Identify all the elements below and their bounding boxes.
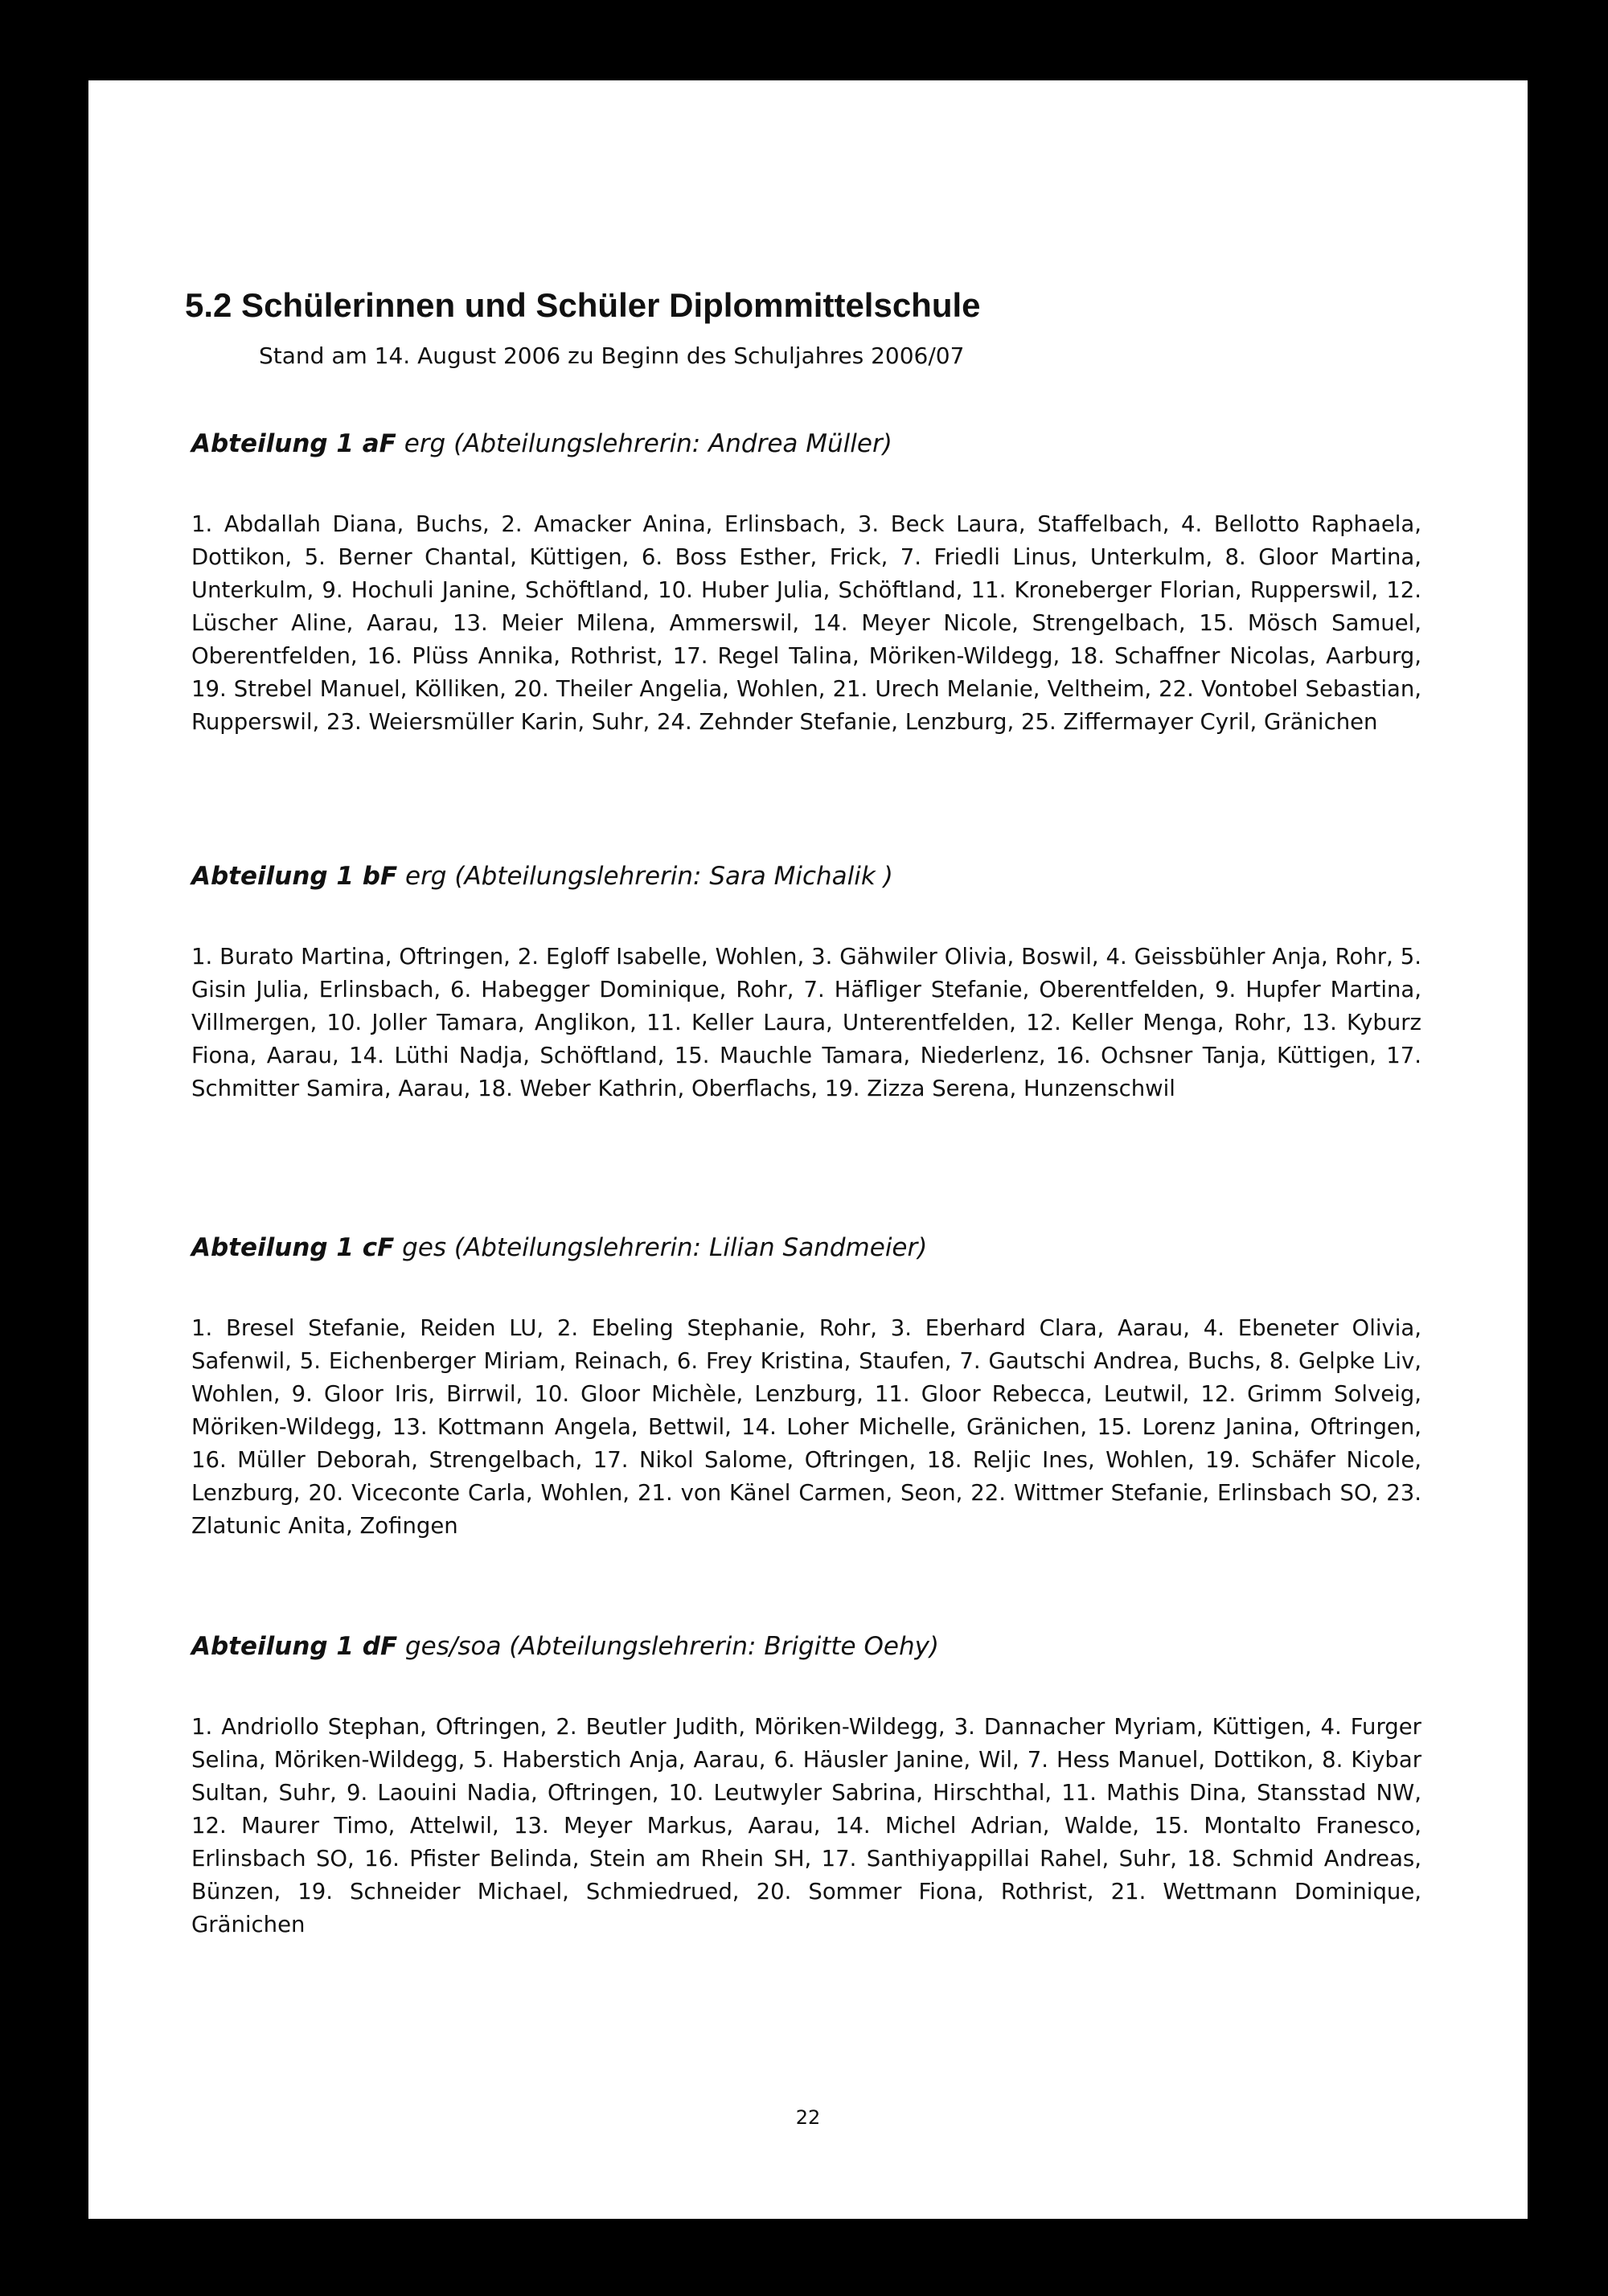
department-teacher: erg (Abteilungslehrerin: Andrea Müller) bbox=[396, 429, 892, 458]
student-list-1cf: 1. Bresel Stefanie, Reiden LU, 2. Ebeling Stephanie, Rohr, 3. Eberhard Clara, Aarau, 4. Ebeneter Olivia, Safenwil, 5. Eichenberger Miriam, Reinach, 6. Frey Kristina, Staufen, 7. Gautschi Andrea, Buchs, 8. Gelpke Liv, Wohlen, 9. Gloor Iris, Birrwil, 10. Gloor Michèle, Lenzburg, 11. Gloor Rebecca, Leutwil, 12. Grimm Solveig, Möriken-Wildegg, 13. Kottmann Angela, Bettwil, 14. Loher Michelle, Gränichen, 15. Lorenz Janina, Oftringen, 16. Müller Deborah, Strengelbach, 17. Nikol Salome, Oftringen, 18. Reljic Ines, Wohlen, 19. Schäfer Nicole, Lenzburg, 20. Viceconte Carla, Wohlen, 21. von Känel Carmen, Seon, 22. Wittmer Stefanie, Erlinsbach SO, 23. Zlatunic Anita, Zofingen bbox=[191, 1315, 1421, 1539]
section-title: 5.2 Schülerinnen und Schüler Diplommittelschule bbox=[185, 286, 981, 324]
department-header-1df bbox=[191, 1632, 939, 1661]
document-page bbox=[88, 80, 1528, 2219]
department-teacher: ges/soa (Abteilungslehrerin: Brigitte Oehy) bbox=[397, 1632, 940, 1661]
department-header-1af bbox=[191, 429, 892, 458]
student-list-1df: 1. Andriollo Stephan, Oftringen, 2. Beutler Judith, Möriken-Wildegg, 3. Dannacher Myriam, Küttigen, 4. Furger Selina, Möriken-Wildegg, 5. Haberstich Anja, Aarau, 6. Häusler Janine, Wil, 7. Hess Manuel, Dottikon, 8. Kiybar Sultan, Suhr, 9. Laouini Nadia, Oftringen, 10. Leutwyler Sabrina, Hirschthal, 11. Mathis Dina, Stansstad NW, 12. Maurer Timo, Attelwil, 13. Meyer Markus, Aarau, 14. Michel Adrian, Walde, 15. Montalto Franesco, Erlinsbach SO, 16. Pfister Belinda, Stein am Rhein SH, 17. Santhiyappillai Rahel, Suhr, 18. Schmid Andreas, Bünzen, 19. Schneider Michael, Schmiedrued, 20. Sommer Fiona, Rothrist, 21. Wettmann Dominique, Gränichen bbox=[191, 1714, 1421, 1937]
department-label: Abteilung 1 aF bbox=[191, 429, 396, 458]
student-list-1af: 1. Abdallah Diana, Buchs, 2. Amacker Anina, Erlinsbach, 3. Beck Laura, Staffelbach, 4. Bellotto Raphaela, Dottikon, 5. Berner Chantal, Küttigen, 6. Boss Esther, Frick, 7. Friedli Linus, Unterkulm, 8. Gloor Martina, Unterkulm, 9. Hochuli Janine, Schöftland, 10. Huber Julia, Schöftland, 11. Kroneberger Florian, Rupperswil, 12. Lüscher Aline, Aarau, 13. Meier Milena, Ammerswil, 14. Meyer Nicole, Strengelbach, 15. Mösch Samuel, Oberentfelden, 16. Plüss Annika, Rothrist, 17. Regel Talina, Möriken-Wildegg, 18. Schaffner Nicolas, Aarburg, 19. Strebel Manuel, Kölliken, 20. Theiler Angelia, Wohlen, 21. Urech Melanie, Veltheim, 22. Vontobel Sebastian, Rupperswil, 23. Weiersmüller Karin, Suhr, 24. Zehnder Stefanie, Lenzburg, 25. Ziffermayer Cyril, Gränichen bbox=[191, 511, 1421, 735]
department-teacher: ges (Abteilungslehrerin: Lilian Sandmeier) bbox=[394, 1233, 928, 1262]
page-number: 22 bbox=[795, 2106, 821, 2129]
subtitle: Stand am 14. August 2006 zu Beginn des Schuljahres 2006/07 bbox=[259, 342, 965, 369]
department-label: Abteilung 1 cF bbox=[191, 1233, 395, 1262]
department-teacher: erg (Abteilungslehrerin: Sara Michalik ) bbox=[397, 862, 893, 891]
department-header-1cf bbox=[191, 1233, 927, 1262]
student-list-1bf: 1. Burato Martina, Oftringen, 2. Egloff Isabelle, Wohlen, 3. Gähwiler Olivia, Boswil, 4. Geissbühler Anja, Rohr, 5. Gisin Julia, Erlinsbach, 6. Habegger Dominique, Rohr, 7. Häfliger Stefanie, Oberentfelden, 9. Hupfer Martina, Villmergen, 10. Joller Tamara, Anglikon, 11. Keller Laura, Unterentfelden, 12. Keller Menga, Rohr, 13. Kyburz Fiona, Aarau, 14. Lüthi Nadja, Schöftland, 15. Mauchle Tamara, Niederlenz, 16. Ochsner Tanja, Küttigen, 17. Schmitter Samira, Aarau, 18. Weber Kathrin, Oberflachs, 19. Zizza Serena, Hunzenschwil bbox=[191, 944, 1421, 1101]
department-header-1bf bbox=[191, 862, 893, 891]
department-label: Abteilung 1 dF bbox=[191, 1632, 398, 1661]
department-label: Abteilung 1 bF bbox=[191, 862, 398, 891]
